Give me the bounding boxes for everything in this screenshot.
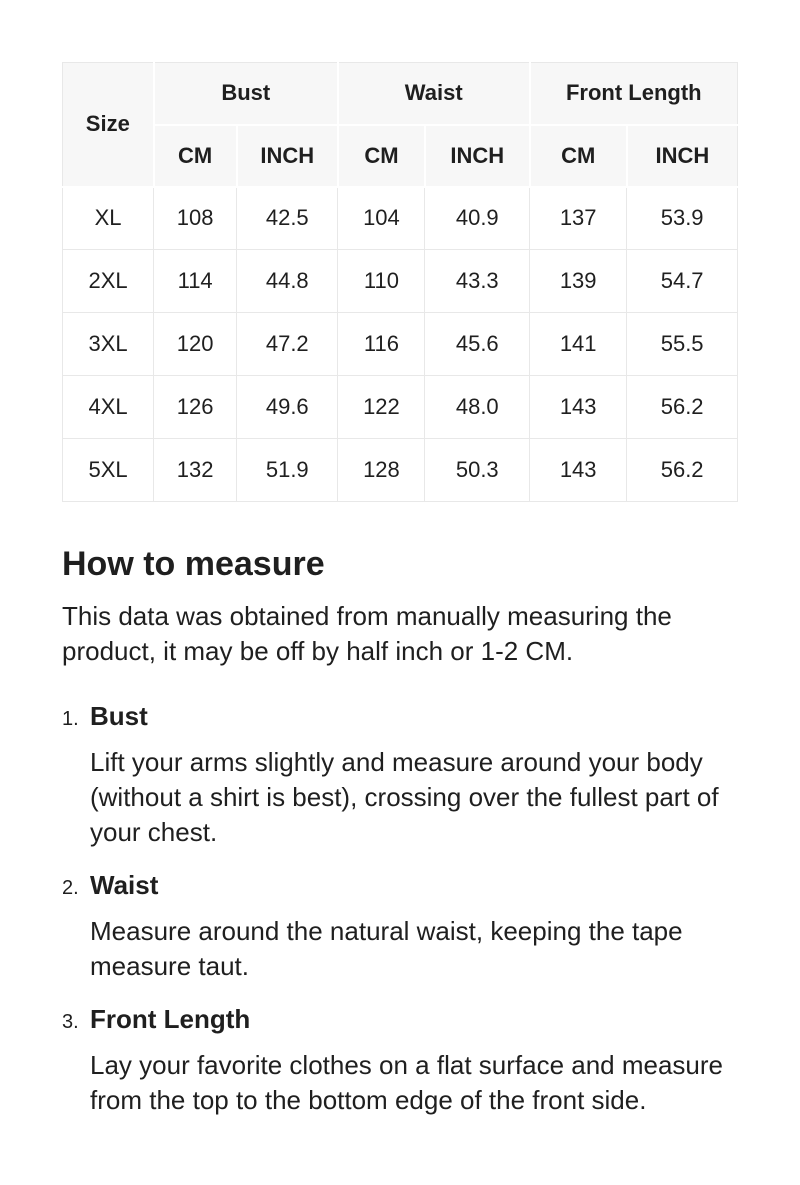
waist-inch-cell: 48.0 xyxy=(425,376,530,439)
list-item-waist xyxy=(62,868,742,984)
column-header-waist-inch: INCH xyxy=(425,125,530,187)
size-cell: 3XL xyxy=(63,313,154,376)
column-header-bust-inch: INCH xyxy=(237,125,338,187)
step-description-bust: Lift your arms slightly and measure around your body (without a shirt is best), crossing over the fullest part of your chest. xyxy=(90,747,719,848)
bust-inch-cell: 42.5 xyxy=(237,187,338,250)
size-cell: 4XL xyxy=(63,376,154,439)
bust-cm-cell: 108 xyxy=(154,187,237,250)
measure-steps-list xyxy=(62,699,742,1118)
waist-cm-cell: 128 xyxy=(338,439,425,502)
front-cm-cell: 143 xyxy=(530,439,627,502)
step-number: 3. xyxy=(62,1011,79,1034)
step-number: 2. xyxy=(62,877,79,900)
header-unit-row xyxy=(63,125,738,187)
waist-cm-cell: 122 xyxy=(338,376,425,439)
column-header-waist-cm: CM xyxy=(338,125,425,187)
front-inch-cell: 54.7 xyxy=(627,250,738,313)
step-description-waist: Measure around the natural waist, keeping the tape measure taut. xyxy=(90,916,683,982)
bust-inch-cell: 44.8 xyxy=(237,250,338,313)
size-cell: 2XL xyxy=(63,250,154,313)
column-header-front-cm: CM xyxy=(530,125,627,187)
column-header-bust-cm: CM xyxy=(154,125,237,187)
step-title-front-length: Front Length xyxy=(90,1004,251,1035)
waist-cm-cell: 110 xyxy=(338,250,425,313)
front-cm-cell: 143 xyxy=(530,376,627,439)
column-group-bust: Bust xyxy=(154,63,338,125)
front-cm-cell: 141 xyxy=(530,313,627,376)
step-body xyxy=(90,699,742,850)
size-chart-body xyxy=(63,187,738,502)
size-chart-table xyxy=(62,62,738,502)
bust-cm-cell: 132 xyxy=(154,439,237,502)
bust-inch-cell: 47.2 xyxy=(237,313,338,376)
front-cm-cell: 137 xyxy=(530,187,627,250)
table-row-3xl xyxy=(63,313,738,376)
step-title-bust: Bust xyxy=(90,701,148,732)
size-chart-header xyxy=(63,63,738,187)
step-description-front-length: Lay your favorite clothes on a flat surface and measure from the top to the bottom edge of the front side. xyxy=(90,1050,724,1116)
table-row-4xl xyxy=(63,376,738,439)
column-group-front-length: Front Length xyxy=(530,63,738,125)
bust-cm-cell: 120 xyxy=(154,313,237,376)
waist-inch-cell: 45.6 xyxy=(425,313,530,376)
column-header-front-inch: INCH xyxy=(627,125,738,187)
waist-inch-cell: 40.9 xyxy=(425,187,530,250)
front-inch-cell: 56.2 xyxy=(627,376,738,439)
waist-cm-cell: 104 xyxy=(338,187,425,250)
front-inch-cell: 55.5 xyxy=(627,313,738,376)
table-row-2xl xyxy=(63,250,738,313)
list-item-bust xyxy=(62,699,742,850)
step-title-waist: Waist xyxy=(90,870,159,901)
table-row-5xl xyxy=(63,439,738,502)
front-cm-cell: 139 xyxy=(530,250,627,313)
bust-inch-cell: 49.6 xyxy=(237,376,338,439)
table-row-xl xyxy=(63,187,738,250)
list-item-front-length xyxy=(62,1002,742,1118)
how-to-measure-heading: How to measure xyxy=(62,545,325,583)
waist-cm-cell: 116 xyxy=(338,313,425,376)
measure-disclaimer-text: This data was obtained from manually measuring the product, it may be off by half inch or 1-2 CM. xyxy=(62,601,672,667)
bust-cm-cell: 126 xyxy=(154,376,237,439)
front-inch-cell: 56.2 xyxy=(627,439,738,502)
size-cell: 5XL xyxy=(63,439,154,502)
waist-inch-cell: 43.3 xyxy=(425,250,530,313)
header-group-row xyxy=(63,63,738,125)
waist-inch-cell: 50.3 xyxy=(425,439,530,502)
bust-cm-cell: 114 xyxy=(154,250,237,313)
step-number: 1. xyxy=(62,708,79,731)
front-inch-cell: 53.9 xyxy=(627,187,738,250)
column-group-waist: Waist xyxy=(338,63,530,125)
step-body xyxy=(90,868,742,984)
size-cell: XL xyxy=(63,187,154,250)
column-header-size: Size xyxy=(63,63,154,187)
bust-inch-cell: 51.9 xyxy=(237,439,338,502)
step-body xyxy=(90,1002,742,1118)
